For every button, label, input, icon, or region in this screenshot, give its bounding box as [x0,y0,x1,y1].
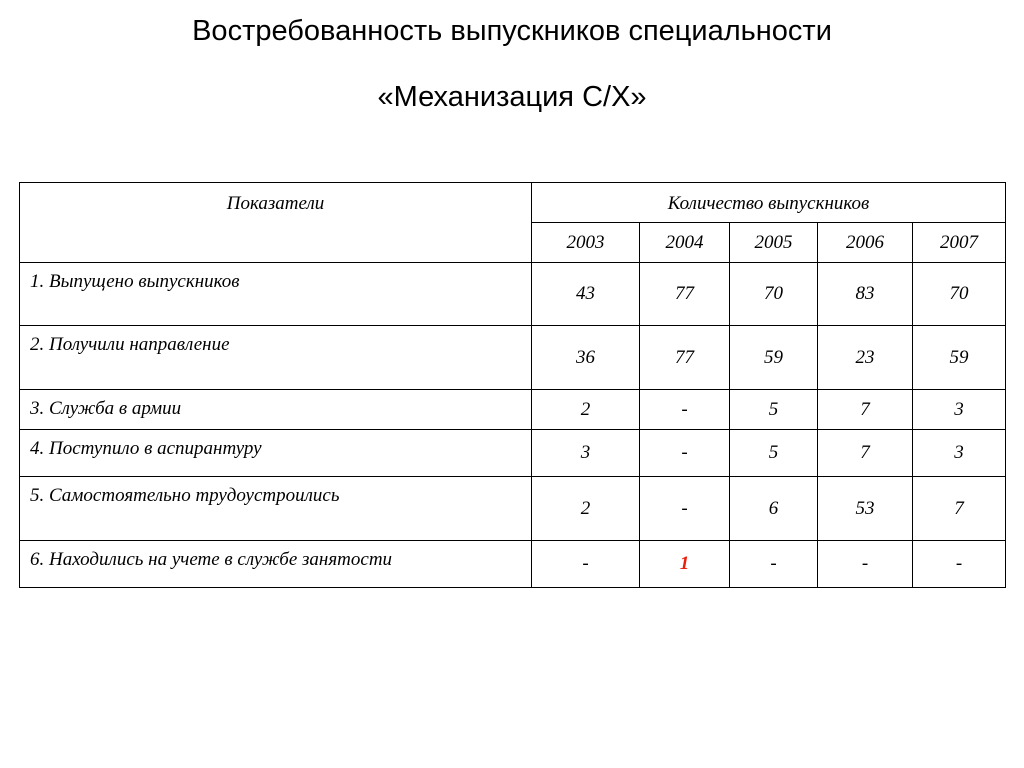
table-row [20,390,1006,430]
table-row [20,326,1006,390]
table-cell: 77 [640,326,730,390]
table-cell: 7 [913,477,1006,541]
page-subtitle: «Механизация С/Х» [377,81,647,113]
table-cell: 70 [913,263,1006,326]
table-cell: 3 [913,390,1006,430]
table-cell: - [913,541,1006,588]
row-label: 4. Поступило в аспирантуру [20,430,532,477]
table-cell: 70 [730,263,818,326]
table-cell: 59 [913,326,1006,390]
table-cell: 77 [640,263,730,326]
table-cell: 5 [730,430,818,477]
table-cell: 36 [532,326,640,390]
table-cell: 3 [532,430,640,477]
header-indicator: Показатели [20,183,532,263]
graduates-table [19,182,1006,588]
row-label: 1. Выпущено выпускников [20,263,532,326]
row-label: 6. Находились на учете в службе занятости [20,541,532,588]
year-header: 2004 [640,223,730,263]
table-row [20,541,1006,588]
table-cell: 43 [532,263,640,326]
table-cell: 7 [818,390,913,430]
table-header-row [20,183,1006,223]
year-header: 2006 [818,223,913,263]
table-cell: 53 [818,477,913,541]
table-cell: 23 [818,326,913,390]
header-graduates-count: Количество выпускников [532,183,1006,223]
table-cell: 3 [913,430,1006,477]
page-title: Востребованность выпускников специальности [192,15,832,47]
table-cell: - [640,477,730,541]
table-row [20,477,1006,541]
table-row [20,430,1006,477]
year-header: 2003 [532,223,640,263]
row-label: 5. Самостоятельно трудоустроились [20,477,532,541]
table-row [20,263,1006,326]
table-cell: - [818,541,913,588]
table-cell: 2 [532,477,640,541]
table-cell: 59 [730,326,818,390]
table-cell: - [640,390,730,430]
table-cell: - [532,541,640,588]
table-cell: - [640,430,730,477]
table-cell: 6 [730,477,818,541]
table-cell: 5 [730,390,818,430]
table-cell: 7 [818,430,913,477]
row-label: 2. Получили направление [20,326,532,390]
year-header: 2005 [730,223,818,263]
row-label: 3. Служба в армии [20,390,532,430]
table-cell: 2 [532,390,640,430]
table-cell: 83 [818,263,913,326]
table-cell: - [730,541,818,588]
year-header: 2007 [913,223,1006,263]
highlighted-cell: 1 [640,541,730,588]
